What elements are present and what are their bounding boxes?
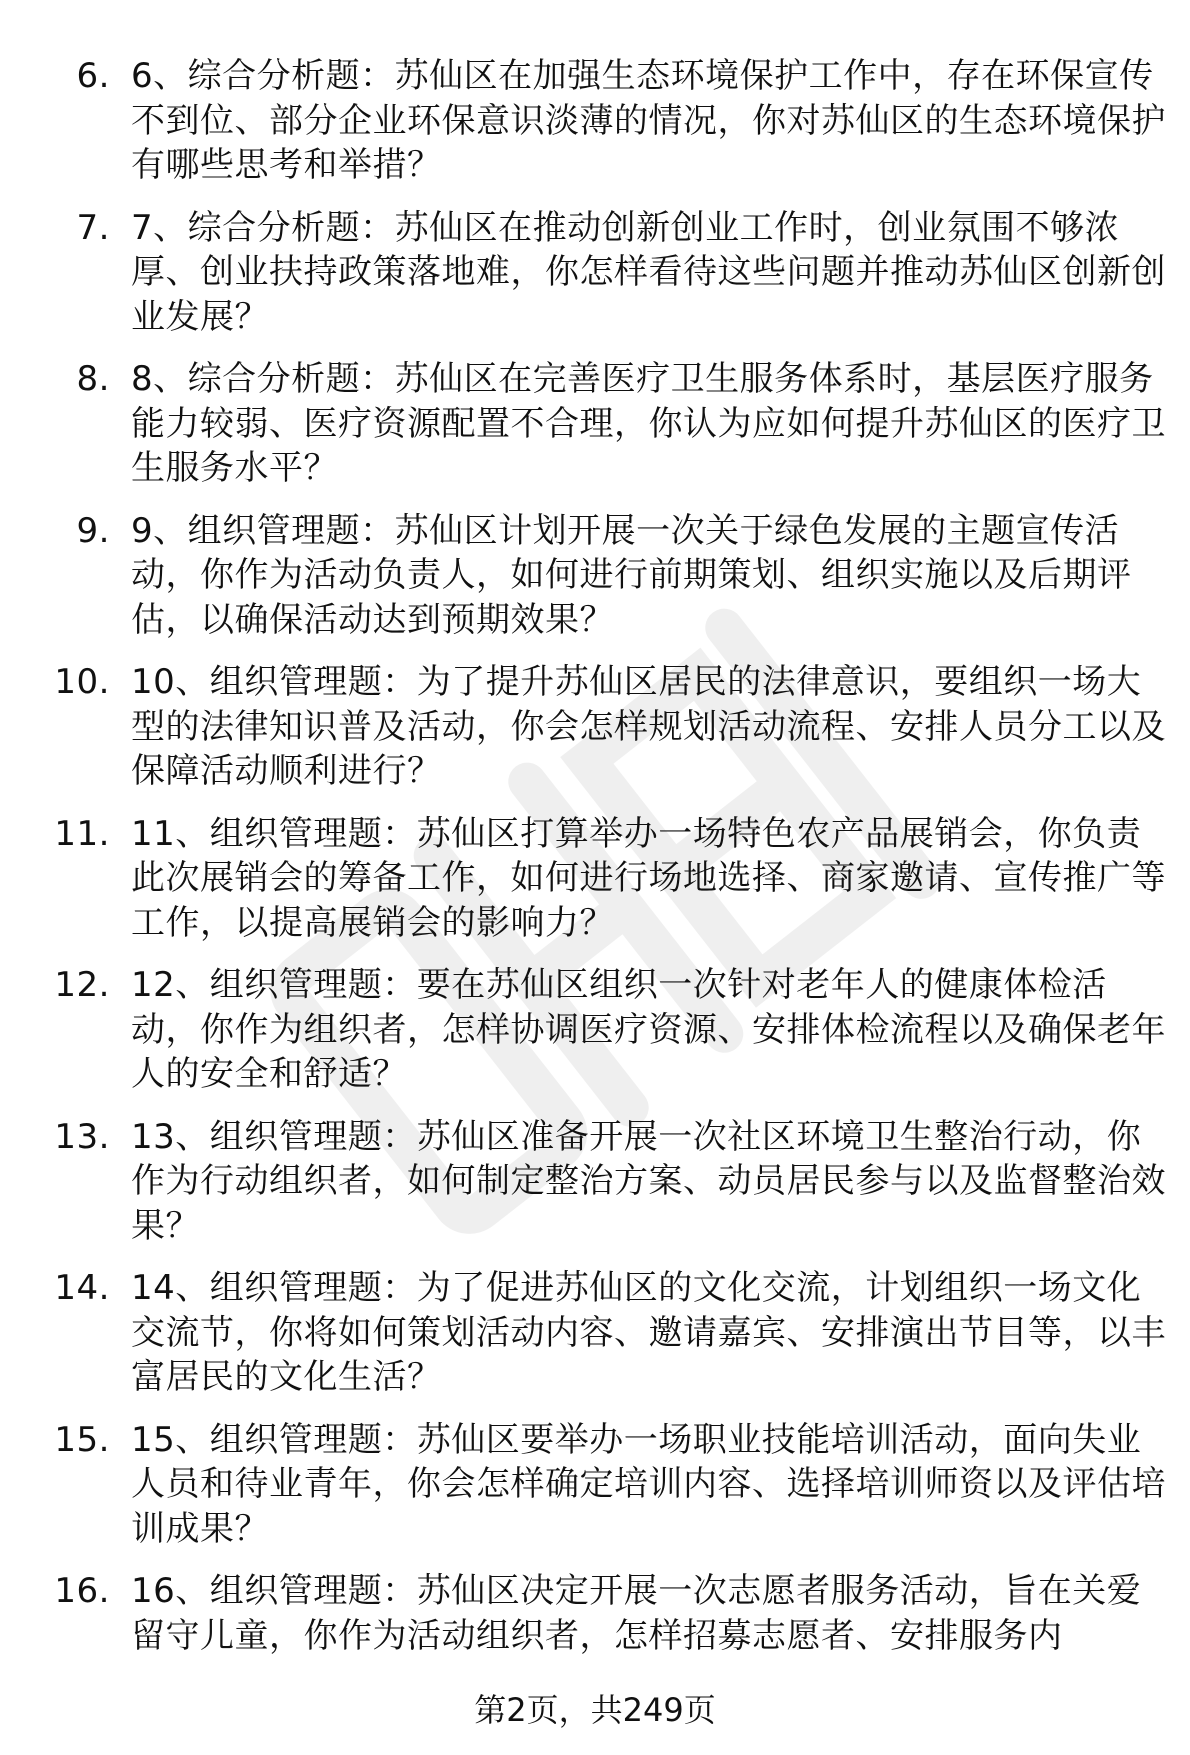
question-item bbox=[0, 660, 1190, 794]
question-item bbox=[0, 963, 1190, 1097]
page-number-label: 第2页，共249页 bbox=[474, 1691, 716, 1729]
question-item bbox=[0, 206, 1190, 340]
question-item bbox=[0, 357, 1190, 491]
question-number: 12. bbox=[54, 965, 110, 1005]
question-text: 10、组织管理题：为了提升苏仙区居民的法律意识，要组织一场大型的法律知识普及活动，你会怎样规划活动流程、安排人员分工以及保障活动顺利进行？ bbox=[131, 662, 1166, 791]
question-list bbox=[0, 54, 1190, 1676]
question-text: 9、组织管理题：苏仙区计划开展一次关于绿色发展的主题宣传活动，你作为活动负责人，如何进行前期策划、组织实施以及后期评估，以确保活动达到预期效果？ bbox=[131, 510, 1132, 640]
question-text: 7、综合分析题：苏仙区在推动创新创业工作时，创业氛围不够浓厚、创业扶持政策落地难，你怎样看待这些问题并推动苏仙区创新创业发展？ bbox=[131, 207, 1166, 337]
question-text: 6、综合分析题：苏仙区在加强生态环境保护工作中，存在环保宣传不到位、部分企业环保意识淡薄的情况，你对苏仙区的生态环境保护有哪些思考和举措？ bbox=[131, 56, 1166, 185]
question-text: 8、综合分析题：苏仙区在完善医疗卫生服务体系时，基层医疗服务能力较弱、医疗资源配置不合理，你认为应如何提升苏仙区的医疗卫生服务水平？ bbox=[131, 359, 1166, 488]
question-number: 6. bbox=[76, 56, 110, 96]
question-number: 7. bbox=[76, 207, 110, 248]
question-item bbox=[0, 1418, 1190, 1552]
question-item bbox=[0, 54, 1190, 188]
question-text: 14、组织管理题：为了促进苏仙区的文化交流，计划组织一场文化交流节，你将如何策划活动内容、邀请嘉宾、安排演出节目等，以丰富居民的文化生活？ bbox=[131, 1268, 1166, 1397]
question-number: 13. bbox=[54, 1116, 110, 1157]
question-number: 16. bbox=[54, 1571, 110, 1611]
question-text: 16、组织管理题：苏仙区决定开展一次志愿者服务活动，旨在关爱留守儿童，你作为活动组织者，怎样招募志愿者、安排服务内 bbox=[131, 1571, 1142, 1656]
question-text: 15、组织管理题：苏仙区要举办一场职业技能培训活动，面向失业人员和待业青年，你会怎样确定培训内容、选择培训师资以及评估培训成果？ bbox=[131, 1419, 1166, 1549]
question-item bbox=[0, 509, 1190, 643]
question-number: 9. bbox=[76, 510, 110, 551]
question-item bbox=[0, 812, 1190, 946]
question-item bbox=[0, 1115, 1190, 1249]
question-text: 11、组织管理题：苏仙区打算举办一场特色农产品展销会，你负责此次展销会的筹备工作，如何进行场地选择、商家邀请、宣传推广等工作，以提高展销会的影响力？ bbox=[131, 813, 1166, 943]
question-text: 13、组织管理题：苏仙区准备开展一次社区环境卫生整治行动，你作为行动组织者，如何制定整治方案、动员居民参与以及监督整治效果？ bbox=[131, 1116, 1166, 1246]
question-item bbox=[0, 1569, 1190, 1658]
question-number: 10. bbox=[54, 662, 110, 702]
question-item bbox=[0, 1266, 1190, 1400]
question-number: 14. bbox=[54, 1268, 110, 1308]
question-number: 11. bbox=[54, 813, 110, 854]
page-footer bbox=[0, 1690, 1190, 1730]
question-number: 8. bbox=[76, 359, 110, 399]
question-text: 12、组织管理题：要在苏仙区组织一次针对老年人的健康体检活动，你作为组织者，怎样协调医疗资源、安排体检流程以及确保老年人的安全和舒适？ bbox=[131, 965, 1166, 1094]
question-number: 15. bbox=[54, 1419, 110, 1460]
